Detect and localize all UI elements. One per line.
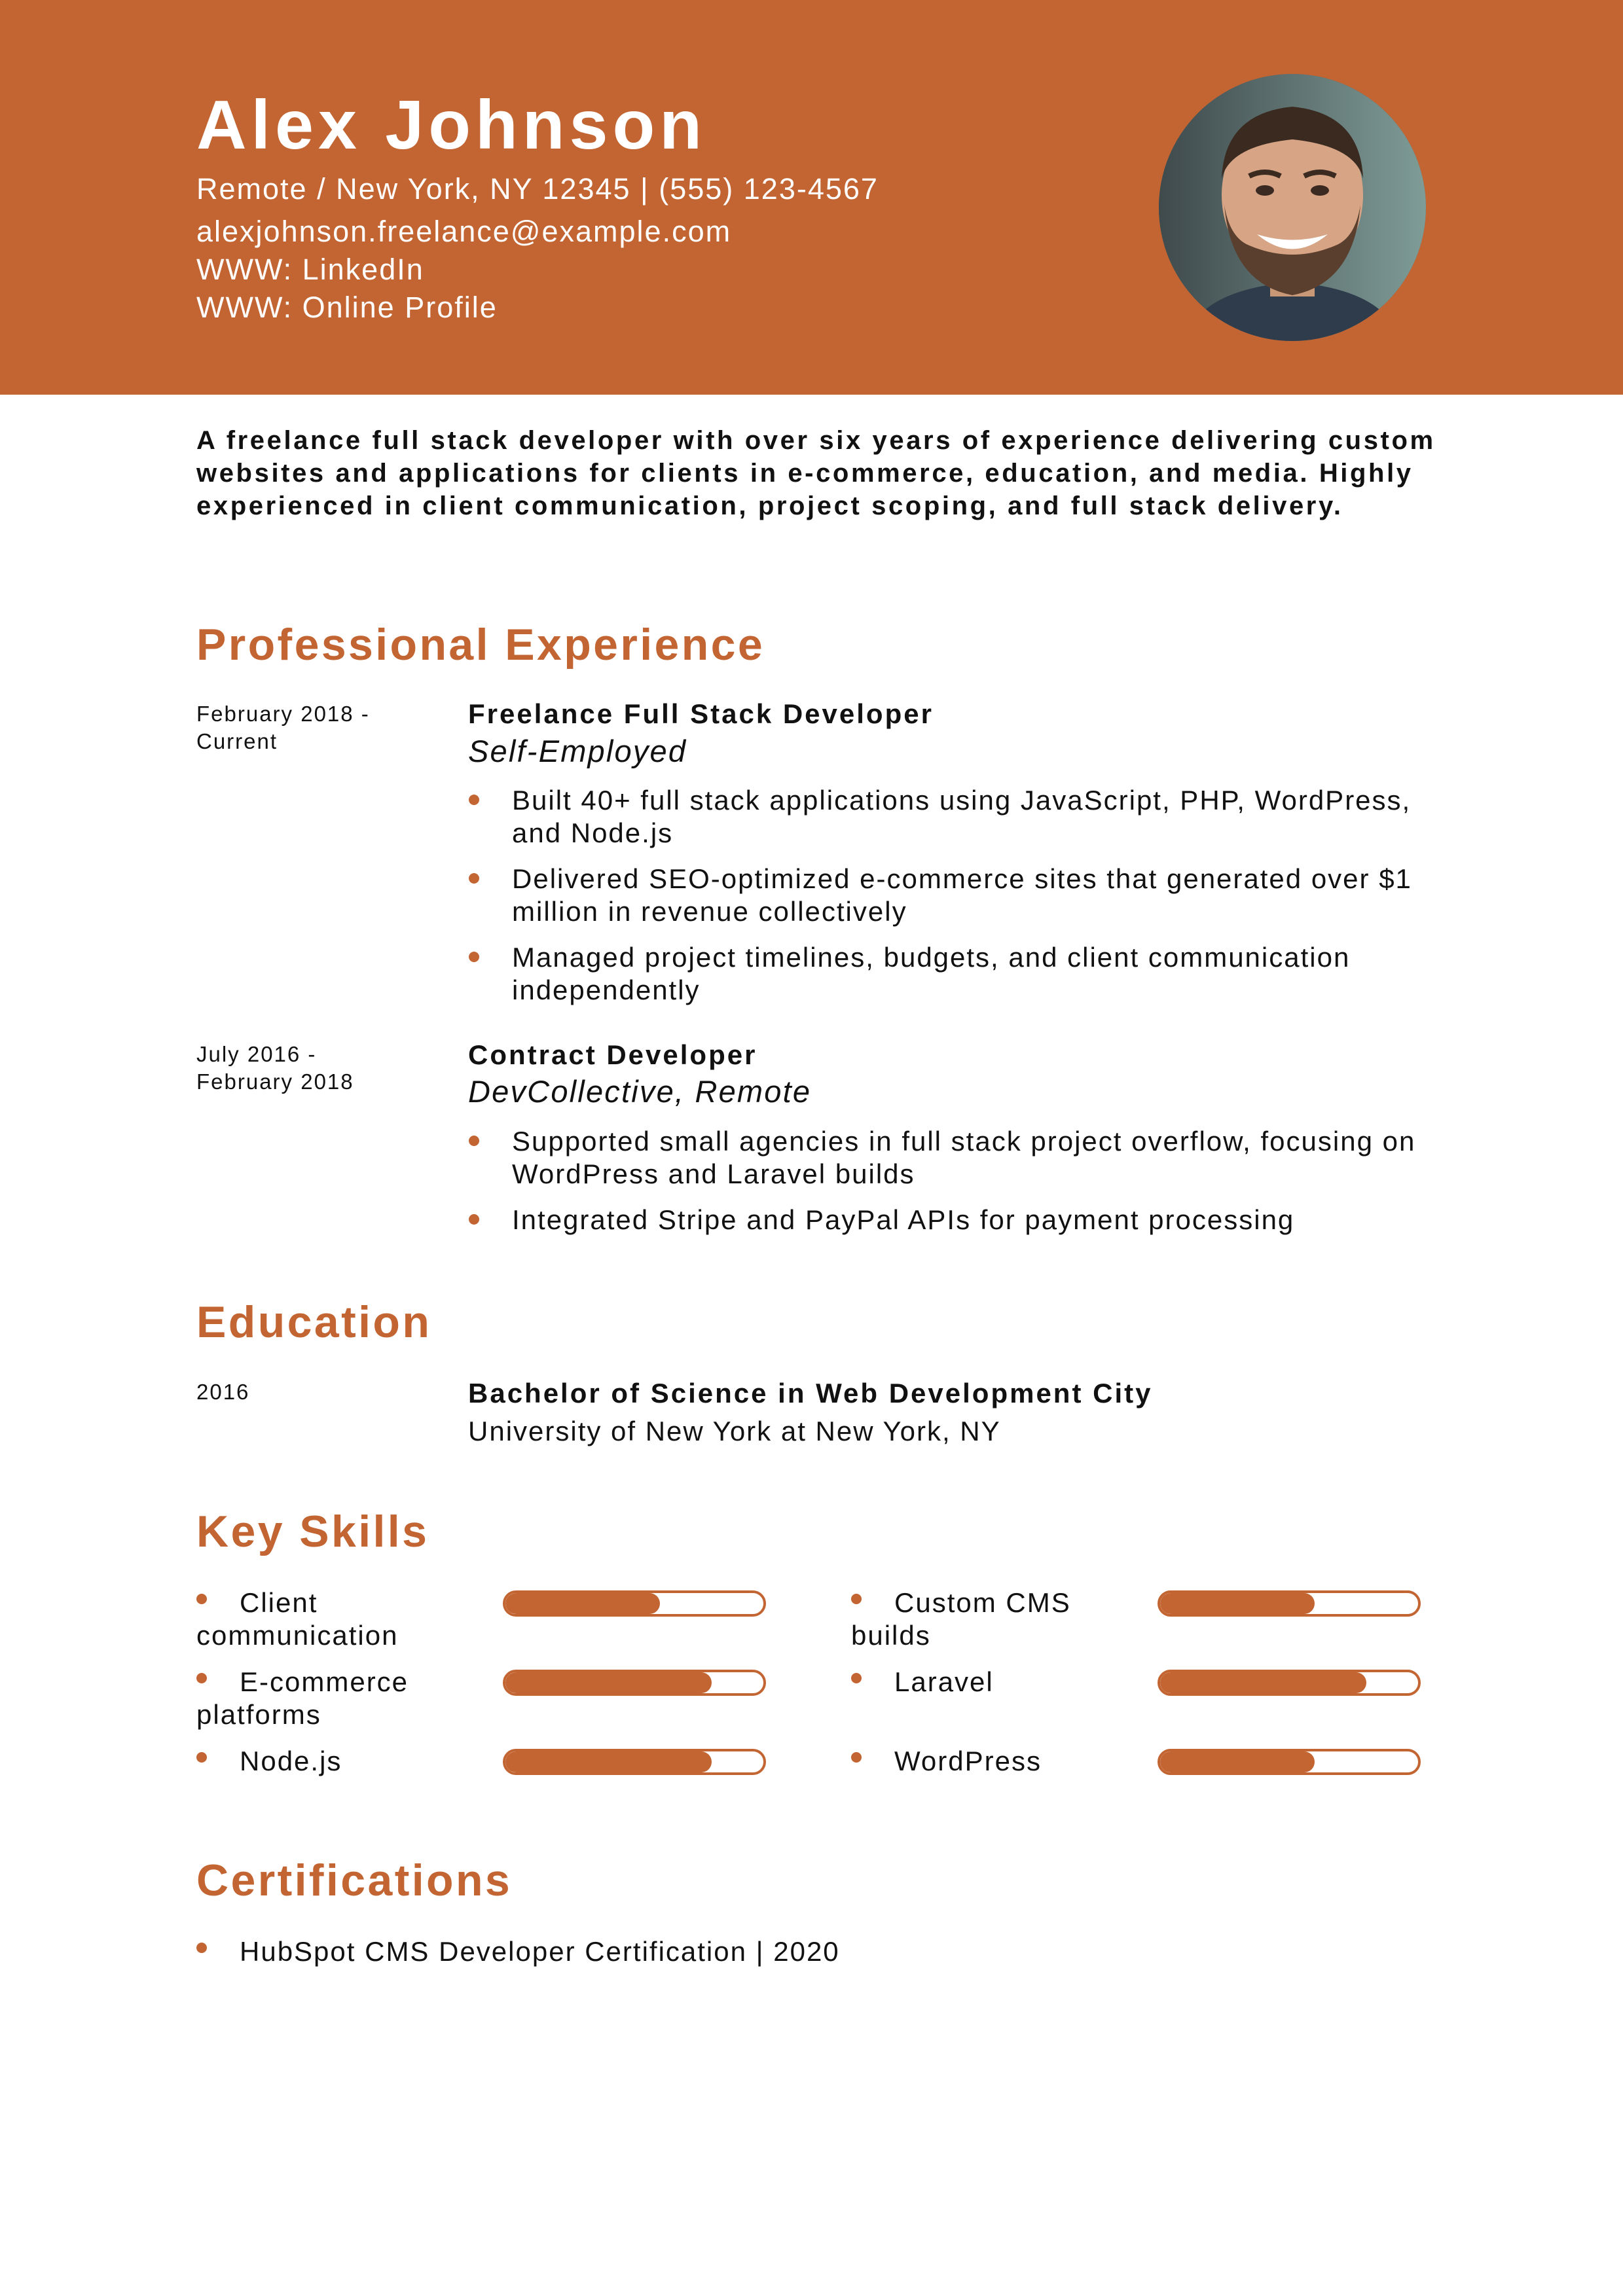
job-bullet: Managed project timelines, budgets, and client communication independently	[512, 941, 1442, 1007]
job-company: DevCollective, Remote	[468, 1074, 812, 1109]
education-year: 2016	[196, 1380, 250, 1404]
skill-label: Node.js	[196, 1745, 458, 1778]
skill-level-bar	[503, 1670, 766, 1696]
skill-level-bar	[503, 1590, 766, 1617]
skill-level-fill	[505, 1593, 660, 1614]
education-heading: Education	[196, 1297, 432, 1347]
email-link[interactable]: alexjohnson.freelance@example.com	[196, 215, 732, 248]
profile-photo	[1159, 74, 1426, 341]
skill-level-fill	[1160, 1751, 1315, 1772]
skill-label: E-commerce platforms	[196, 1666, 458, 1731]
job-title: Contract Developer	[468, 1039, 757, 1070]
certification-item: HubSpot CMS Developer Certification | 2020	[196, 1935, 1440, 1968]
skill-label: Custom CMS builds	[851, 1587, 1113, 1652]
job-date-start: July 2016 -	[196, 1042, 317, 1066]
skill-level-fill	[505, 1672, 712, 1693]
candidate-name: Alex Johnson	[196, 86, 707, 164]
skill-level-bar	[1158, 1670, 1421, 1696]
job-bullet: Integrated Stripe and PayPal APIs for payment processing	[512, 1204, 1442, 1236]
skill-level-bar	[1158, 1590, 1421, 1617]
job-company: Self-Employed	[468, 734, 687, 768]
education-school: University of New York at New York, NY	[468, 1416, 1001, 1446]
job-title: Freelance Full Stack Developer	[468, 698, 934, 729]
location-phone: Remote / New York, NY 12345 | (555) 123-4567	[196, 172, 879, 206]
linkedin-link[interactable]: WWW: LinkedIn	[196, 253, 424, 286]
skill-label: Laravel	[851, 1666, 1113, 1698]
job-date-end: February 2018	[196, 1069, 354, 1094]
skill-level-fill	[1160, 1672, 1366, 1693]
skill-label: WordPress	[851, 1745, 1113, 1778]
skill-label: Client communication	[196, 1587, 458, 1652]
skill-level-bar	[503, 1749, 766, 1775]
education-degree: Bachelor of Science in Web Development City	[468, 1378, 1153, 1408]
experience-heading: Professional Experience	[196, 620, 765, 670]
skill-level-bar	[1158, 1749, 1421, 1775]
job-bullet: Built 40+ full stack applications using JavaScript, PHP, WordPress, and Node.js	[512, 784, 1442, 850]
job-bullet: Delivered SEO-optimized e-commerce sites that generated over $1 million in revenue collectively	[512, 863, 1442, 928]
job-date-end: Current	[196, 729, 278, 753]
skill-level-fill	[505, 1751, 712, 1772]
profile-link[interactable]: WWW: Online Profile	[196, 291, 498, 324]
professional-summary: A freelance full stack developer with over six years of experience delivering custom websites and applications for clients in e-commerce, education, and media. Highly experienced in client communication, project scoping, and full stack delivery.	[196, 426, 1436, 520]
certifications-heading: Certifications	[196, 1856, 513, 1905]
job-bullet: Supported small agencies in full stack project overflow, focusing on WordPress and Laravel builds	[512, 1125, 1442, 1191]
job-date-start: February 2018 -	[196, 702, 370, 726]
skill-level-fill	[1160, 1593, 1315, 1614]
skills-heading: Key Skills	[196, 1507, 429, 1556]
